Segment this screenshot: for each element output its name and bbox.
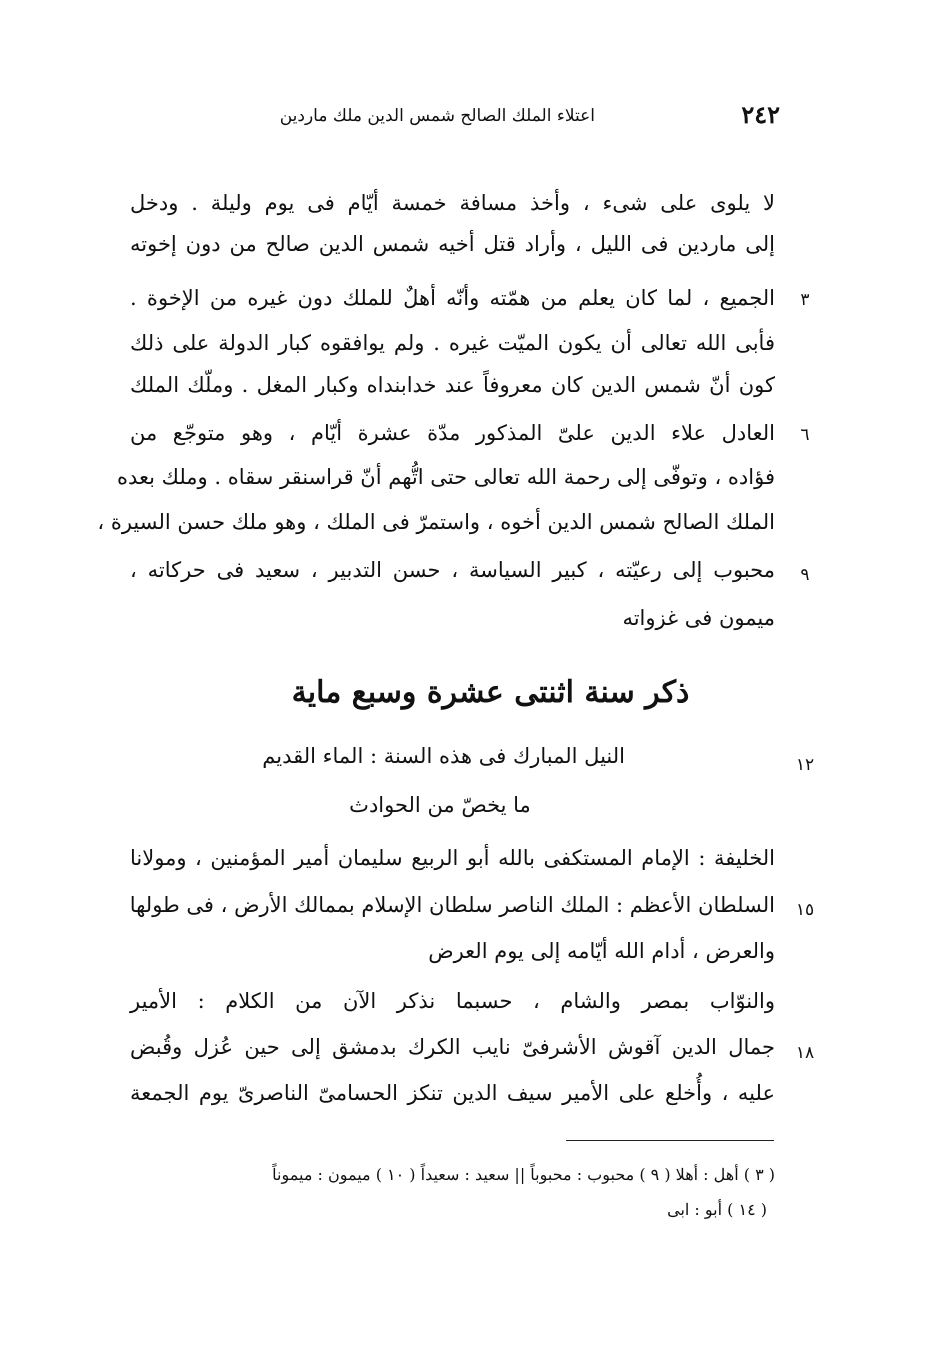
footnote-line-2: ( ١٤ ) أبو : ابى (667, 1200, 767, 1219)
footnote-rule (566, 1140, 774, 1141)
section-line-6: عليه ، وأُخلع على الأمير سيف الدين تنكز الحسامىّ الناصرىّ يوم الجمعة (130, 1081, 775, 1105)
line-number: ١٨ (795, 1043, 815, 1063)
section-line-2: السلطان الأعظم : الملك الناصر سلطان الإسلام بممالك الأرض ، فى طولها (129, 893, 775, 917)
line-number: ٦ (800, 425, 810, 445)
section-line-1: الخليفة : الإمام المستكفى بالله أبو الربيع سليمان أمير المؤمنين ، ومولانا (130, 846, 775, 870)
events-line: ما يخصّ من الحوادث (349, 793, 531, 817)
body-line-2: إلى ماردين فى الليل ، وأراد قتل أخيه شمس الدين صالح من دون إخوته (130, 232, 775, 256)
line-number: ١٥ (795, 900, 815, 920)
running-title: اعتلاء الملك الصالح شمس الدين ملك ماردين (279, 106, 595, 126)
nile-line: النيل المبارك فى هذه السنة : الماء القديم (262, 744, 625, 768)
line-number: ٣ (800, 290, 810, 310)
body-line-8: الملك الصالح شمس الدين أخوه ، واستمرّ فى الملك ، وهو ملك حسن السيرة ، (97, 510, 775, 534)
body-line-1: لا يلوى على شىء ، وأخذ مسافة خمسة أيّام فى يوم وليلة . ودخل (130, 191, 775, 215)
body-line-5: كون أنّ شمس الدين كان معروفاً عند خدابنداه وكبار المغل . وملّك الملك (130, 373, 775, 397)
section-heading: ذكر سنة اثنتى عشرة وسبع ماية (291, 675, 690, 710)
section-line-4: والنوّاب بمصر والشام ، حسبما نذكر الآن من الكلام : الأمير (130, 989, 775, 1013)
body-line-7: فؤاده ، وتوفّى إلى رحمة الله تعالى حتى اتُّهم أنّ قراسنقر سقاه . وملك بعده (116, 465, 775, 489)
body-line-3: الجميع ، لما كان يعلم من همّته وأنّه أهلٌ للملك دون غيره من الإخوة . (130, 286, 775, 310)
section-line-3: والعرض ، أدام الله أيّامه إلى يوم العرض (428, 939, 775, 963)
footnote-line-1: ( ٣ ) أهل : أهلا ( ٩ ) محبوب : محبوباً || سعيد : سعيداً ( ١٠ ) ميمون : ميموناً (272, 1165, 775, 1184)
section-line-5: جمال الدين آقوش الأشرفىّ نايب الكرك بدمشق إلى حين عُزل وقُبض (130, 1035, 775, 1059)
body-line-6: العادل علاء الدين علىّ المذكور مدّة عشرة أيّام ، وهو متوجّع من (130, 421, 775, 445)
page-header (279, 100, 780, 132)
line-number: ٩ (800, 565, 810, 585)
body-line-10: ميمون فى غزواته (622, 606, 775, 630)
line-number: ١٢ (795, 755, 815, 775)
page-number: ٢٤٢ (741, 100, 780, 129)
body-line-4: فأبى الله تعالى أن يكون الميّت غيره . ولم يوافقوه كبار الدولة على ذلك (130, 331, 775, 355)
body-line-9: محبوب إلى رعيّته ، كبير السياسة ، حسن التدبير ، سعيد فى حركاته ، (130, 558, 775, 582)
